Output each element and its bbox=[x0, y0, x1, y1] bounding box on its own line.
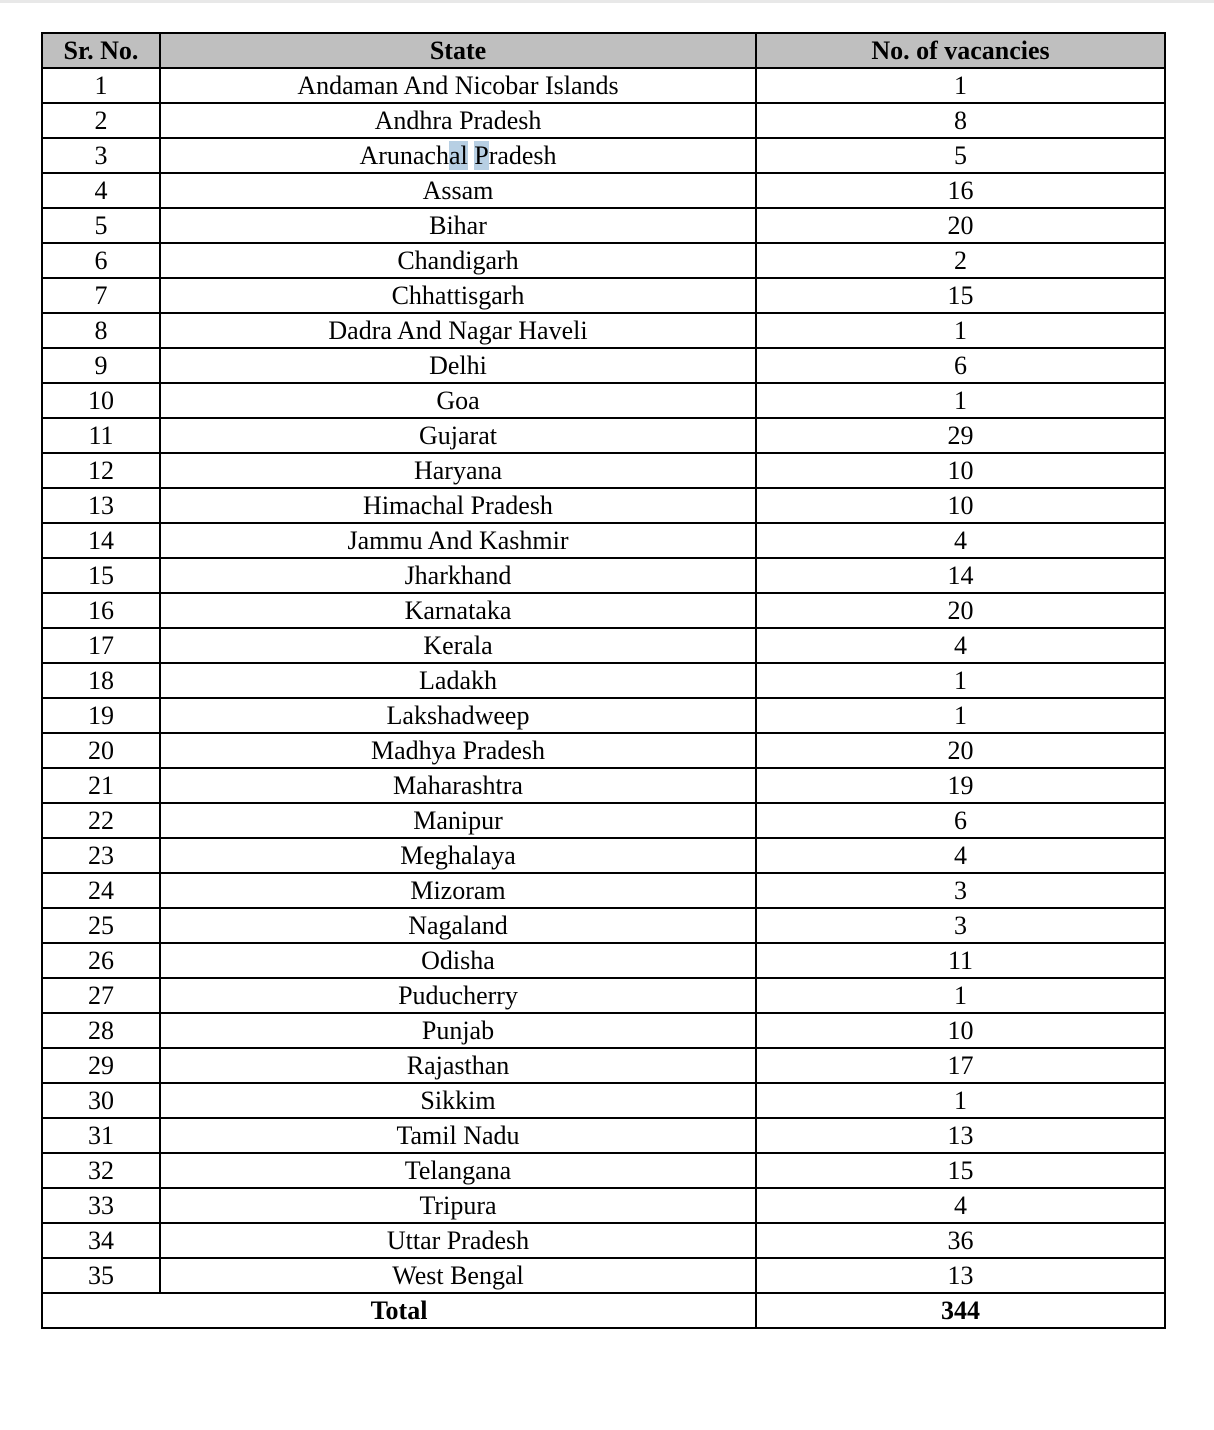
state-cell[interactable]: Lakshadweep bbox=[160, 698, 756, 733]
state-cell[interactable]: Chandigarh bbox=[160, 243, 756, 278]
total-row bbox=[42, 1293, 1165, 1328]
sr-no-cell: 25 bbox=[42, 908, 160, 943]
sr-no-cell: 19 bbox=[42, 698, 160, 733]
state-cell[interactable]: Uttar Pradesh bbox=[160, 1223, 756, 1258]
vacancies-cell: 20 bbox=[756, 208, 1165, 243]
table-row bbox=[42, 313, 1165, 348]
header-sr-no: Sr. No. bbox=[42, 33, 160, 68]
vacancies-cell: 2 bbox=[756, 243, 1165, 278]
table-row bbox=[42, 103, 1165, 138]
vacancies-cell: 14 bbox=[756, 558, 1165, 593]
state-cell[interactable]: Chhattisgarh bbox=[160, 278, 756, 313]
sr-no-cell: 24 bbox=[42, 873, 160, 908]
table-row bbox=[42, 453, 1165, 488]
state-cell[interactable]: Nagaland bbox=[160, 908, 756, 943]
sr-no-cell: 20 bbox=[42, 733, 160, 768]
vacancies-cell: 13 bbox=[756, 1118, 1165, 1153]
state-cell[interactable]: Ladakh bbox=[160, 663, 756, 698]
table-row bbox=[42, 1083, 1165, 1118]
total-label: Total bbox=[42, 1293, 756, 1328]
vacancies-cell: 13 bbox=[756, 1258, 1165, 1293]
state-cell[interactable]: Karnataka bbox=[160, 593, 756, 628]
header-state: State bbox=[160, 33, 756, 68]
state-cell[interactable]: Dadra And Nagar Haveli bbox=[160, 313, 756, 348]
header-row bbox=[42, 33, 1165, 68]
sr-no-cell: 29 bbox=[42, 1048, 160, 1083]
state-cell[interactable]: Delhi bbox=[160, 348, 756, 383]
vacancies-cell: 5 bbox=[756, 138, 1165, 173]
sr-no-cell: 14 bbox=[42, 523, 160, 558]
table-row bbox=[42, 733, 1165, 768]
table-row bbox=[42, 663, 1165, 698]
table-row bbox=[42, 208, 1165, 243]
state-cell[interactable]: Rajasthan bbox=[160, 1048, 756, 1083]
vacancies-cell: 8 bbox=[756, 103, 1165, 138]
state-cell[interactable]: Manipur bbox=[160, 803, 756, 838]
vacancies-cell: 4 bbox=[756, 1188, 1165, 1223]
sr-no-cell: 9 bbox=[42, 348, 160, 383]
vacancies-cell: 36 bbox=[756, 1223, 1165, 1258]
sr-no-cell: 17 bbox=[42, 628, 160, 663]
vacancies-cell: 1 bbox=[756, 313, 1165, 348]
sr-no-cell: 1 bbox=[42, 68, 160, 103]
vacancies-cell: 19 bbox=[756, 768, 1165, 803]
table-row bbox=[42, 908, 1165, 943]
table-row bbox=[42, 768, 1165, 803]
state-cell[interactable]: Telangana bbox=[160, 1153, 756, 1188]
table-row bbox=[42, 978, 1165, 1013]
sr-no-cell: 12 bbox=[42, 453, 160, 488]
table-row bbox=[42, 593, 1165, 628]
state-cell[interactable]: Mizoram bbox=[160, 873, 756, 908]
state-cell[interactable]: Gujarat bbox=[160, 418, 756, 453]
vacancies-cell: 3 bbox=[756, 873, 1165, 908]
state-cell[interactable]: Bihar bbox=[160, 208, 756, 243]
sr-no-cell: 23 bbox=[42, 838, 160, 873]
sr-no-cell: 5 bbox=[42, 208, 160, 243]
sr-no-cell: 18 bbox=[42, 663, 160, 698]
vacancies-cell: 17 bbox=[756, 1048, 1165, 1083]
table-row bbox=[42, 1048, 1165, 1083]
vacancies-cell: 4 bbox=[756, 523, 1165, 558]
vacancies-cell: 10 bbox=[756, 1013, 1165, 1048]
vacancies-cell: 3 bbox=[756, 908, 1165, 943]
vacancies-cell: 4 bbox=[756, 838, 1165, 873]
window-top-edge bbox=[0, 0, 1214, 3]
sr-no-cell: 16 bbox=[42, 593, 160, 628]
table-row bbox=[42, 523, 1165, 558]
table-row bbox=[42, 488, 1165, 523]
table-row bbox=[42, 138, 1165, 173]
header-vacancies: No. of vacancies bbox=[756, 33, 1165, 68]
table-row bbox=[42, 558, 1165, 593]
state-cell[interactable]: Puducherry bbox=[160, 978, 756, 1013]
vacancies-cell: 15 bbox=[756, 1153, 1165, 1188]
table-row bbox=[42, 278, 1165, 313]
selected-text: al bbox=[448, 141, 468, 170]
sr-no-cell: 34 bbox=[42, 1223, 160, 1258]
sr-no-cell: 26 bbox=[42, 943, 160, 978]
vacancies-cell: 10 bbox=[756, 453, 1165, 488]
vacancies-cell: 11 bbox=[756, 943, 1165, 978]
sr-no-cell: 15 bbox=[42, 558, 160, 593]
sr-no-cell: 7 bbox=[42, 278, 160, 313]
table-row bbox=[42, 803, 1165, 838]
table-row bbox=[42, 243, 1165, 278]
table-row bbox=[42, 383, 1165, 418]
table-row bbox=[42, 1153, 1165, 1188]
table-row bbox=[42, 418, 1165, 453]
vacancies-cell: 20 bbox=[756, 733, 1165, 768]
state-cell[interactable]: Meghalaya bbox=[160, 838, 756, 873]
sr-no-cell: 31 bbox=[42, 1118, 160, 1153]
state-cell[interactable]: Maharashtra bbox=[160, 768, 756, 803]
vacancies-cell: 10 bbox=[756, 488, 1165, 523]
vacancies-cell: 4 bbox=[756, 628, 1165, 663]
state-cell[interactable]: Madhya Pradesh bbox=[160, 733, 756, 768]
vacancies-cell: 15 bbox=[756, 278, 1165, 313]
state-cell[interactable]: Odisha bbox=[160, 943, 756, 978]
state-cell[interactable]: Haryana bbox=[160, 453, 756, 488]
table-row bbox=[42, 173, 1165, 208]
vacancies-cell: 1 bbox=[756, 698, 1165, 733]
state-cell[interactable]: Tripura bbox=[160, 1188, 756, 1223]
state-cell[interactable]: Himachal Pradesh bbox=[160, 488, 756, 523]
sr-no-cell: 2 bbox=[42, 103, 160, 138]
table-row bbox=[42, 628, 1165, 663]
sr-no-cell: 28 bbox=[42, 1013, 160, 1048]
table-body bbox=[42, 68, 1165, 1293]
vacancies-cell: 1 bbox=[756, 383, 1165, 418]
vacancies-cell: 1 bbox=[756, 68, 1165, 103]
table-row bbox=[42, 68, 1165, 103]
sr-no-cell: 6 bbox=[42, 243, 160, 278]
table-row bbox=[42, 698, 1165, 733]
sr-no-cell: 30 bbox=[42, 1083, 160, 1118]
sr-no-cell: 22 bbox=[42, 803, 160, 838]
sr-no-cell: 33 bbox=[42, 1188, 160, 1223]
table-row bbox=[42, 1188, 1165, 1223]
table-row bbox=[42, 943, 1165, 978]
vacancies-cell: 1 bbox=[756, 978, 1165, 1013]
state-text-fragment: radesh bbox=[488, 141, 557, 170]
state-text-fragment: Arunach bbox=[359, 141, 449, 170]
sr-no-cell: 27 bbox=[42, 978, 160, 1013]
state-cell[interactable]: Andaman And Nicobar Islands bbox=[160, 68, 756, 103]
state-cell[interactable] bbox=[160, 138, 756, 173]
table-row bbox=[42, 348, 1165, 383]
table-row bbox=[42, 1013, 1165, 1048]
sr-no-cell: 35 bbox=[42, 1258, 160, 1293]
state-cell[interactable]: Kerala bbox=[160, 628, 756, 663]
sr-no-cell: 3 bbox=[42, 138, 160, 173]
state-cell[interactable]: West Bengal bbox=[160, 1258, 756, 1293]
state-cell[interactable]: Jharkhand bbox=[160, 558, 756, 593]
vacancies-cell: 16 bbox=[756, 173, 1165, 208]
sr-no-cell: 11 bbox=[42, 418, 160, 453]
sr-no-cell: 32 bbox=[42, 1153, 160, 1188]
state-cell[interactable]: Punjab bbox=[160, 1013, 756, 1048]
sr-no-cell: 10 bbox=[42, 383, 160, 418]
state-cell[interactable]: Andhra Pradesh bbox=[160, 103, 756, 138]
state-cell[interactable]: Goa bbox=[160, 383, 756, 418]
sr-no-cell: 4 bbox=[42, 173, 160, 208]
table-row bbox=[42, 1118, 1165, 1153]
sr-no-cell: 8 bbox=[42, 313, 160, 348]
vacancy-table bbox=[41, 32, 1166, 1329]
vacancies-cell: 6 bbox=[756, 803, 1165, 838]
vacancies-cell: 6 bbox=[756, 348, 1165, 383]
vacancies-cell: 1 bbox=[756, 1083, 1165, 1118]
table-row bbox=[42, 873, 1165, 908]
total-value: 344 bbox=[756, 1293, 1165, 1328]
state-cell[interactable]: Sikkim bbox=[160, 1083, 756, 1118]
table-row bbox=[42, 1258, 1165, 1293]
sr-no-cell: 13 bbox=[42, 488, 160, 523]
vacancies-cell: 20 bbox=[756, 593, 1165, 628]
selected-text: P bbox=[474, 141, 489, 170]
state-cell[interactable]: Tamil Nadu bbox=[160, 1118, 756, 1153]
state-cell[interactable]: Assam bbox=[160, 173, 756, 208]
vacancies-cell: 1 bbox=[756, 663, 1165, 698]
state-cell[interactable]: Jammu And Kashmir bbox=[160, 523, 756, 558]
vacancies-cell: 29 bbox=[756, 418, 1165, 453]
table-row bbox=[42, 1223, 1165, 1258]
table-row bbox=[42, 838, 1165, 873]
sr-no-cell: 21 bbox=[42, 768, 160, 803]
